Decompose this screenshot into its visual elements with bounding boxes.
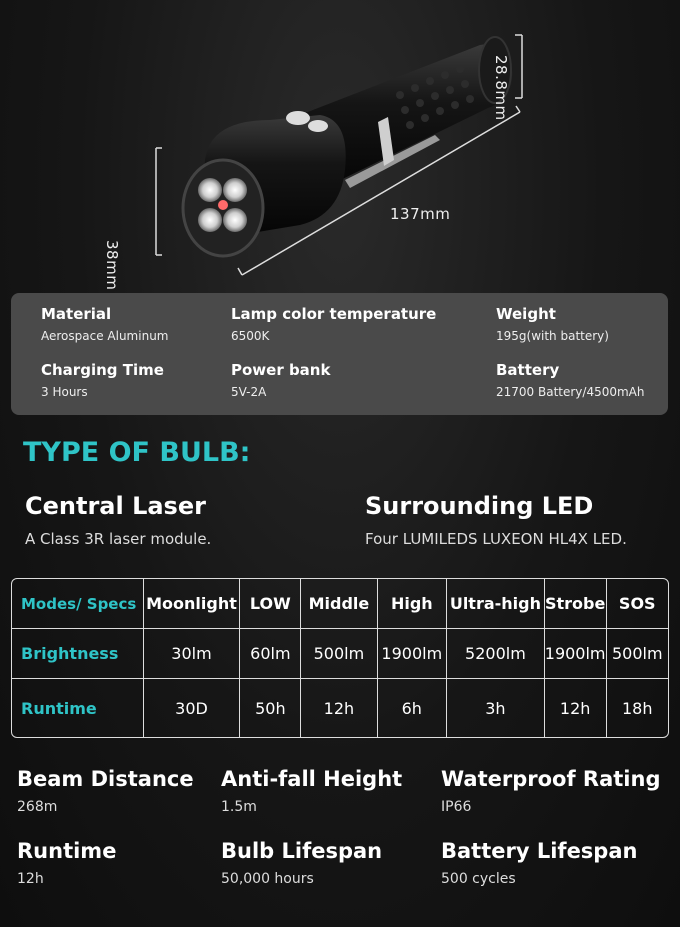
diameter-dimension: 38mm <box>103 240 121 291</box>
feature-label: Waterproof Rating <box>441 767 661 791</box>
table-header-cell: SOS <box>607 579 668 629</box>
feature-value: 50,000 hours <box>221 871 314 887</box>
spec-value: 6500K <box>231 329 270 343</box>
feature-label: Bulb Lifespan <box>221 839 383 863</box>
table-header-cell: Middle <box>301 579 377 629</box>
table-header-cell: Ultra-high <box>447 579 545 629</box>
spec-value: Aerospace Aluminum <box>41 329 169 343</box>
table-cell: 12h <box>301 679 377 737</box>
table-row <box>12 629 668 679</box>
feature-value: 1.5m <box>221 799 257 815</box>
length-dimension: 137mm <box>390 205 451 223</box>
feature-label: Beam Distance <box>17 767 194 791</box>
height-dimension: 28.8mm <box>492 55 510 121</box>
feature-anti-fall-height <box>221 767 402 815</box>
table-cell: 30lm <box>144 629 241 679</box>
table-cell: 50h <box>240 679 301 737</box>
central-laser-desc: A Class 3R laser module. <box>25 530 212 548</box>
central-laser-block <box>25 492 211 548</box>
feature-beam-distance <box>17 767 194 815</box>
table-cell: 1900lm <box>378 629 448 679</box>
spec-label: Power bank <box>231 361 331 379</box>
spec-value: 195g(with battery) <box>496 329 609 343</box>
table-cell: 18h <box>622 698 653 718</box>
specs-panel <box>11 293 668 415</box>
table-header-row <box>12 579 668 629</box>
surrounding-led-desc: Four LUMILEDS LUXEON HL4X LED. <box>365 530 627 548</box>
central-laser-title: Central Laser <box>25 492 206 520</box>
table-header-cell: High <box>378 579 448 629</box>
table-header-cell: Modes/ Specs <box>12 579 144 629</box>
table-cell: 6h <box>378 679 448 737</box>
feature-value: 268m <box>17 799 58 815</box>
bulb-heading: TYPE OF BULB: <box>23 437 251 468</box>
surrounding-led-title: Surrounding LED <box>365 492 594 520</box>
spec-weight <box>496 305 609 343</box>
spec-value: 21700 Battery/4500mAh <box>496 385 645 399</box>
table-cell: 12h <box>545 679 607 737</box>
feature-battery-lifespan <box>441 839 637 887</box>
table-header-cell: Moonlight <box>144 579 241 629</box>
spec-value: 3 Hours <box>41 385 88 399</box>
feature-label: Battery Lifespan <box>441 839 638 863</box>
spec-charging-time <box>41 361 164 399</box>
spec-value: 5V-2A <box>231 385 267 399</box>
table-row <box>12 679 668 737</box>
spec-label: Charging Time <box>41 361 164 379</box>
feature-label: Anti-fall Height <box>221 767 403 791</box>
spec-label: Material <box>41 305 112 323</box>
feature-value: IP66 <box>441 799 472 815</box>
spec-battery <box>496 361 645 399</box>
spec-label: Weight <box>496 305 556 323</box>
spec-label: Battery <box>496 361 560 379</box>
table-cell: 5200lm <box>447 629 545 679</box>
table-header-cell: LOW <box>240 579 301 629</box>
flashlight-image <box>150 20 550 290</box>
feature-label: Runtime <box>17 839 117 863</box>
table-cell: 30D <box>144 679 241 737</box>
table-cell: 500lm <box>301 629 377 679</box>
table-cell: 60lm <box>240 629 301 679</box>
spec-color-temperature <box>231 305 436 343</box>
feature-value: 500 cycles <box>441 871 516 887</box>
table-row-label: Brightness <box>12 629 144 679</box>
feature-bulb-lifespan <box>221 839 382 887</box>
spec-power-bank <box>231 361 330 399</box>
feature-waterproof-rating <box>441 767 660 815</box>
feature-value: 12h <box>17 871 44 887</box>
table-cell: 500lm <box>607 629 668 679</box>
spec-material <box>41 305 168 343</box>
table-cell: 3h <box>447 679 545 737</box>
surrounding-led-block <box>365 492 627 548</box>
feature-runtime <box>17 839 116 887</box>
spec-label: Lamp color temperature <box>231 305 437 323</box>
table-cell: 1900lm <box>545 629 607 679</box>
table-header-cell: Strobe <box>545 579 607 629</box>
modes-table <box>11 578 669 738</box>
table-row-label: Runtime <box>12 679 144 737</box>
